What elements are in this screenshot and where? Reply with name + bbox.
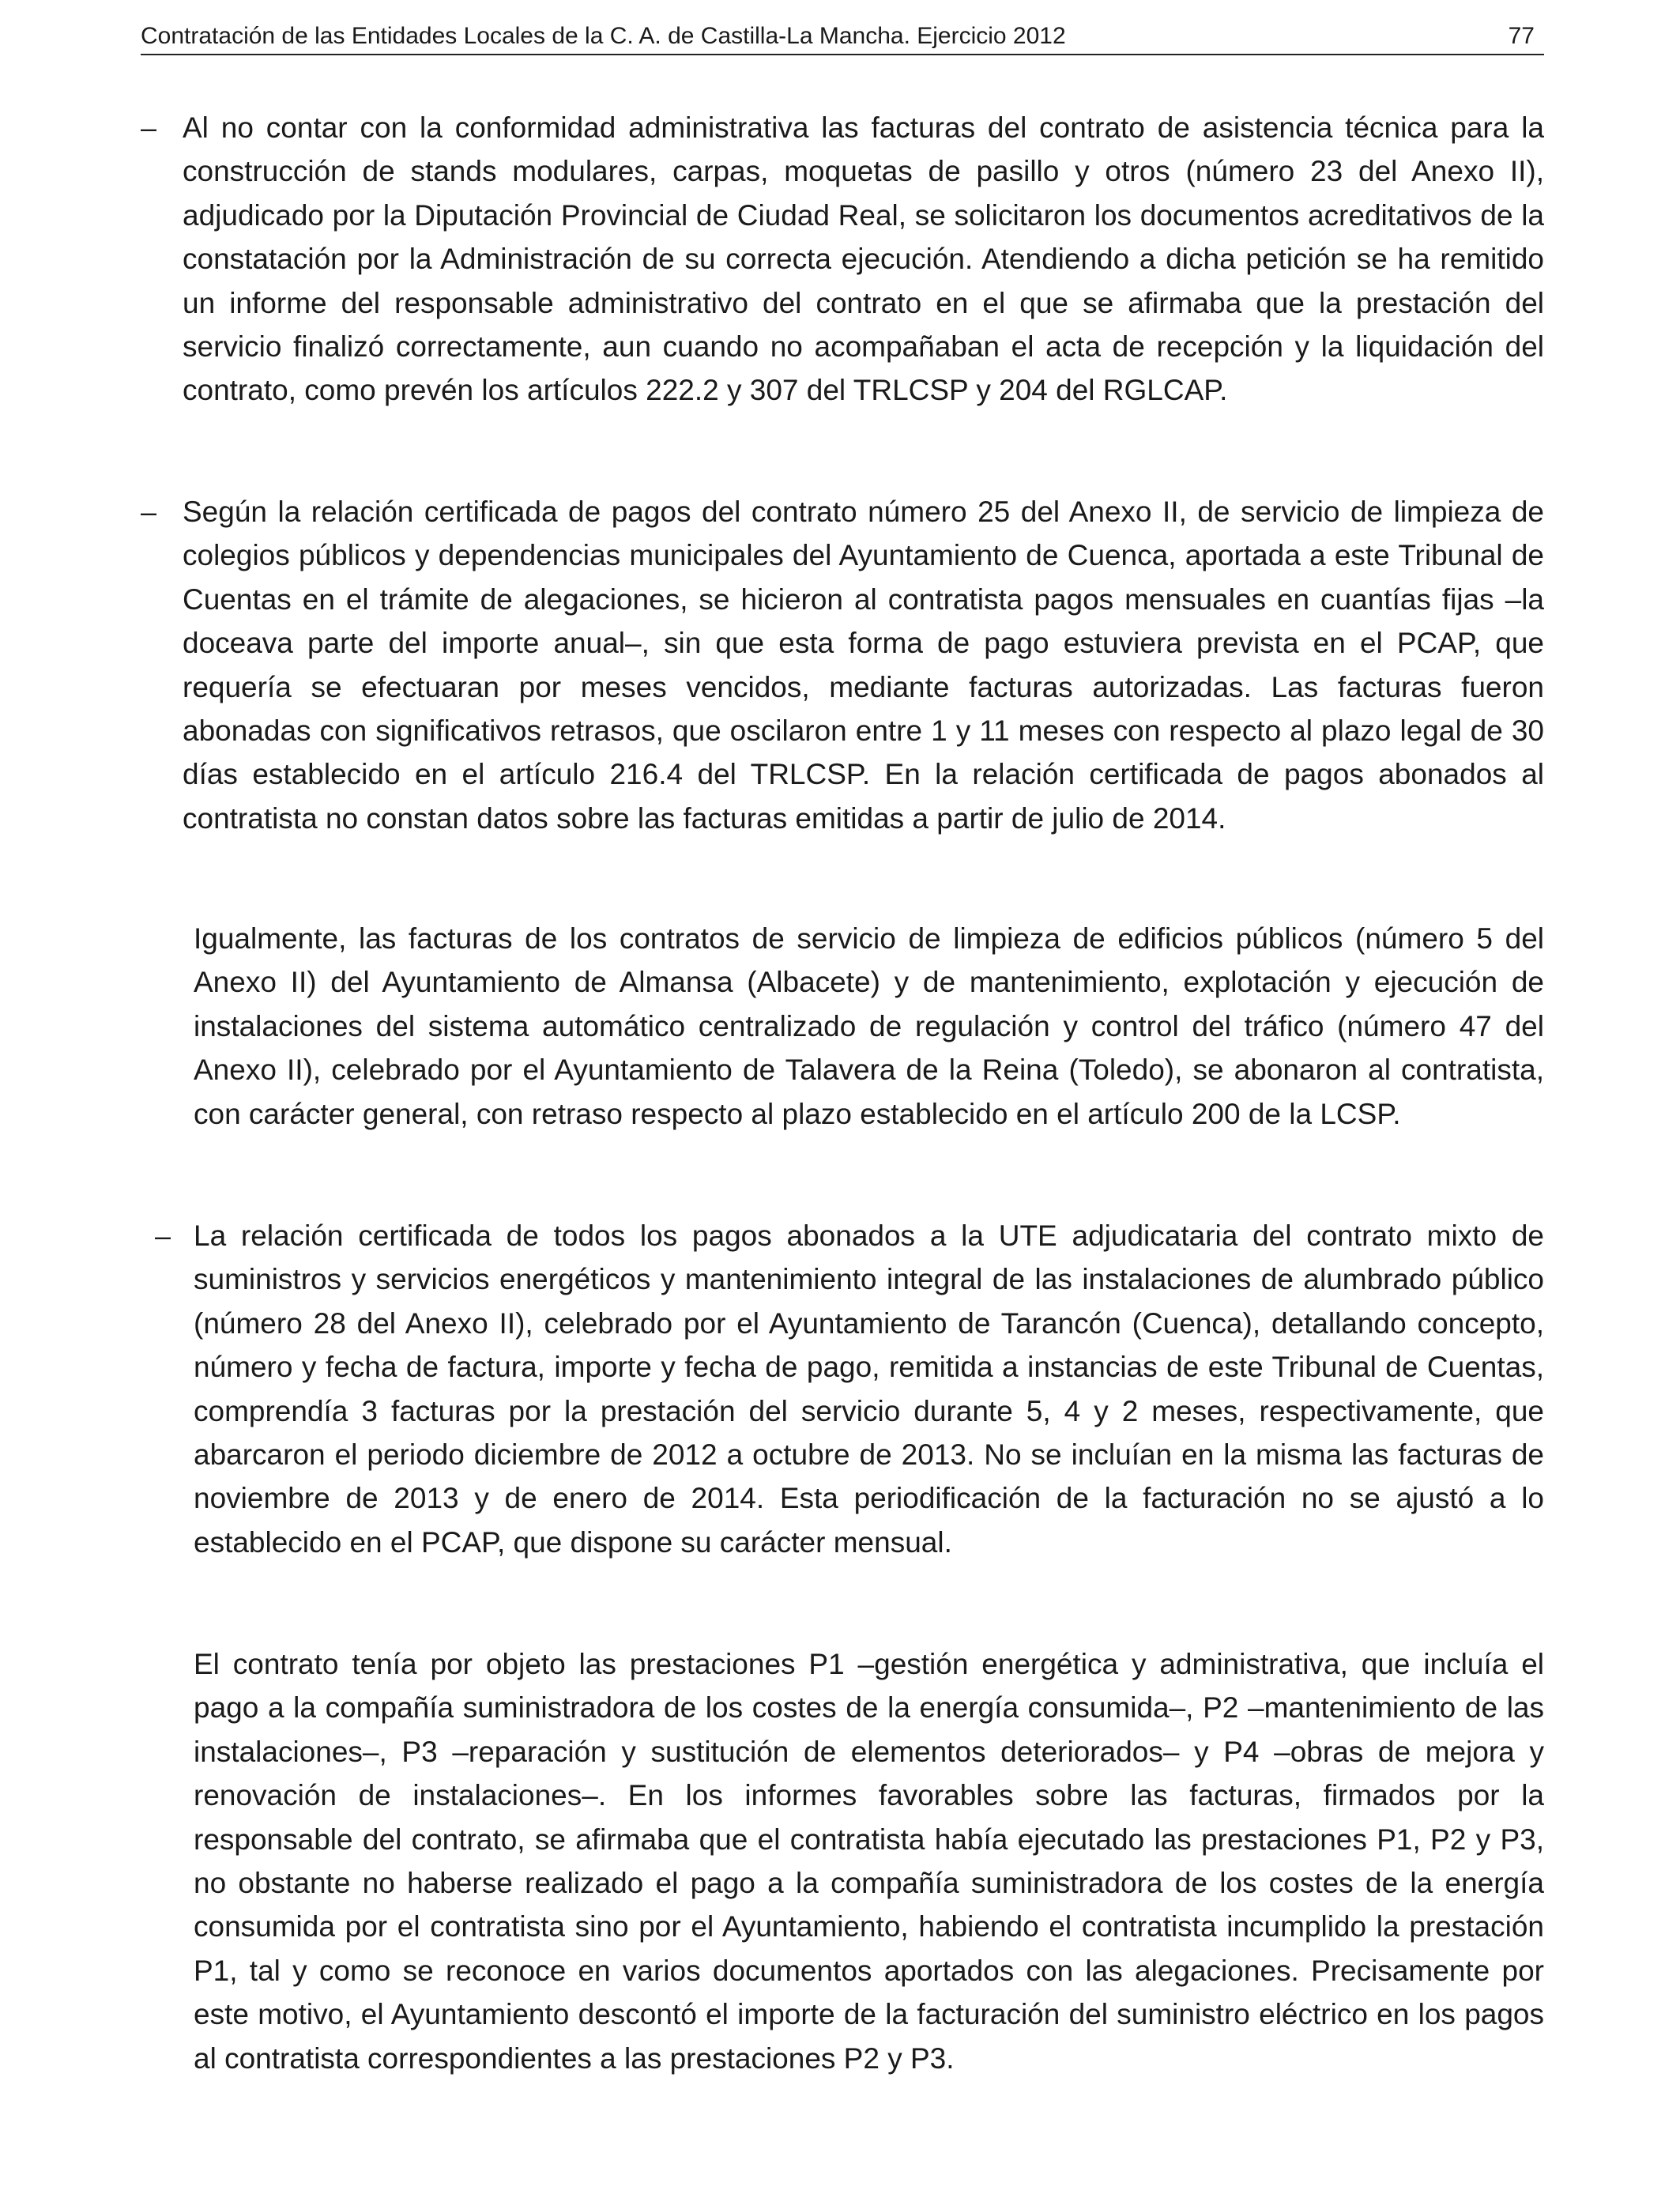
paragraph-1: Al no contar con la conformidad administrativa las facturas del contrato de asistencia técnica para la construcción de stands modulares, carpas, moquetas de pasillo y otros (número 23 del Anexo II), adjudicado por la Diputación Provincial de Ciudad Real, se solicitaron los documentos acreditativos de la constatación por la Administración de su correcta ejecución. Atendiendo a dicha petición se ha remitido un informe del responsable administrativo del contrato en el que se afirmaba que la prestación del servicio finalizó correctamente, aun cuando no acompañaban el acta de recepción y la liquidación del contrato, como prevén los artículos 222.2 y 307 del TRLCSP y 204 del RGLCAP.	[183, 111, 1544, 407]
header-title: Contratación de las Entidades Locales de la C. A. de Castilla-La Mancha. Ejercicio 2012	[141, 23, 1066, 49]
paragraph-4: La relación certificada de todos los pagos abonados a la UTE adjudicataria del contrato mixto de suministros y servicios energéticos y mantenimiento integral de las instalaciones de alumbrado público (número 28 del Anexo II), celebrado por el Ayuntamiento de Tarancón (Cuenca), detallando concepto, número y fecha de factura, importe y fecha de pago, remitida a instancias de este Tribunal de Cuentas, comprendía 3 facturas por la prestación del servicio durante 5, 4 y 2 meses, respectivamente, que abarcaron el periodo diciembre de 2012 a octubre de 2013. No se incluían en la misma las facturas de noviembre de 2013 y de enero de 2014. Esta periodificación de la facturación no se ajustó a lo establecido en el PCAP, que dispone su carácter mensual.	[194, 1220, 1544, 1559]
paragraph-5: El contrato tenía por objeto las prestaciones P1 –gestión energética y administrativa, que incluía el pago a la compañía suministradora de los costes de la energía consumida–, P2 –mantenimiento de las instalaciones–, P3 –reparación y sustitución de elementos deteriorados– y P4 –obras de mejora y renovación de instalaciones–. En los informes favorables sobre las facturas, firmados por la responsable del contrato, se afirmaba que el contratista había ejecutado las prestaciones P1, P2 y P3, no obstante no haberse realizado el pago a la compañía suministradora de los costes de la energía consumida por el contratista sino por el Ayuntamiento, habiendo el contratista incumplido la prestación P1, tal y como se reconoce en varios documentos aportados con las alegaciones. Precisamente por este motivo, el Ayuntamiento descontó el importe de la facturación del suministro eléctrico en los pagos al contratista correspondientes a las prestaciones P2 y P3.	[194, 1648, 1544, 2075]
bullet-dash: –	[155, 1220, 171, 1252]
page-number: 77	[1508, 23, 1535, 49]
paragraph-2: Según la relación certificada de pagos del contrato número 25 del Anexo II, de servicio de limpieza de colegios públicos y dependencias municipales del Ayuntamiento de Cuenca, aportada a este Tribunal de Cuentas en el trámite de alegaciones, se hicieron al contratista pagos mensuales en cuantías fijas –la doceava parte del importe anual–, sin que esta forma de pago estuviera prevista en el PCAP, que requería se efectuaran por meses vencidos, mediante facturas autorizadas. Las facturas fueron abonadas con significativos retrasos, que oscilaron entre 1 y 11 meses con respecto al plazo legal de 30 días establecido en el artículo 216.4 del TRLCSP. En la relación certificada de pagos abonados al contratista no constan datos sobre las facturas emitidas a partir de julio de 2014.	[183, 496, 1544, 835]
page-header	[141, 21, 1544, 55]
paragraph-3: Igualmente, las facturas de los contratos de servicio de limpieza de edificios públicos (número 5 del Anexo II) del Ayuntamiento de Almansa (Albacete) y de mantenimiento, explotación y ejecución de instalaciones del sistema automático centralizado de regulación y control del tráfico (número 47 del Anexo II), celebrado por el Ayuntamiento de Talavera de la Reina (Toledo), se abonaron al contratista, con carácter general, con retraso respecto al plazo establecido en el artículo 200 de la LCSP.	[194, 922, 1544, 1130]
bullet-dash: –	[141, 496, 157, 528]
bullet-dash: –	[141, 111, 157, 144]
